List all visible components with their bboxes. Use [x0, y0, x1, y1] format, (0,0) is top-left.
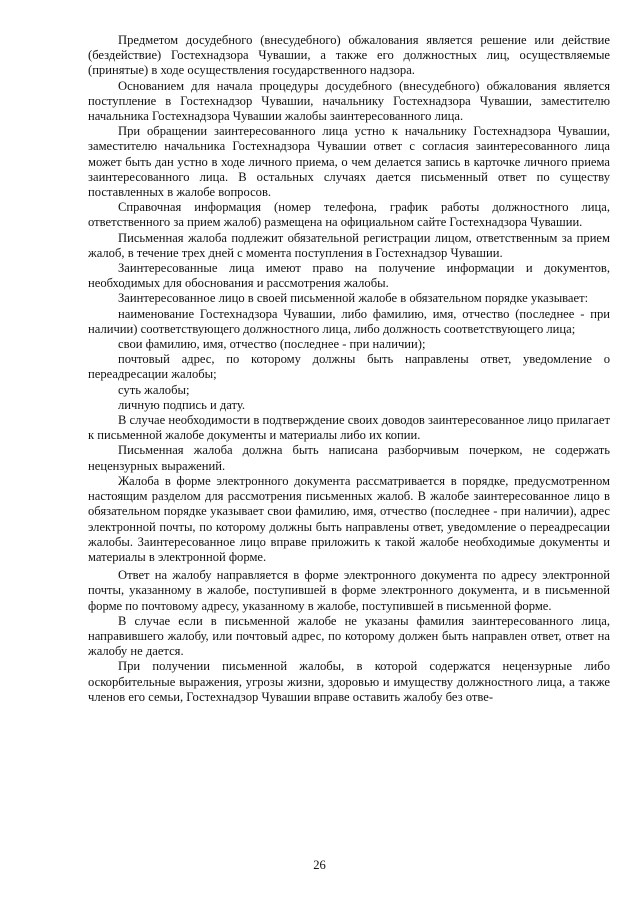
list-item: суть жалобы;: [118, 382, 190, 397]
paragraph: Заинтересованные лица имеют право на получение информации и документов, необходимых для обоснования и рассмотрения жалобы.: [88, 261, 610, 291]
paragraph: Заинтересованное лицо в своей письменной жалобе в обязательном порядке указывает:: [118, 291, 589, 306]
paragraph: В случае необходимости в подтверждение своих доводов заинтересованное лицо прилагает к письменной жалобе документы и материалы либо их копии.: [88, 413, 610, 443]
page-number: 26: [313, 858, 326, 872]
list-item: почтовый адрес, по которому должны быть направлены ответ, уведомление о переадресации жалобы;: [88, 352, 610, 382]
paragraph: Жалоба в форме электронного документа рассматривается в порядке, предусмотренном настоящим разделом для рассмотрения письменных жалоб. В жалобе заинтересованное лицо в обязательном порядке указывает свои фамилию, имя, отчество (последнее - при наличии), адрес электронной почты, по которому должны быть направлены ответ, уведомление о переадресации жалобы. Заинтересованное лицо вправе приложить к такой жалобе необходимые документы и материалы в электронной форме.: [88, 473, 610, 564]
paragraph: Основанием для начала процедуры досудебного (внесудебного) обжалования является поступление в Гостехнадзор Чувашии, начальнику Гостехнадзора Чувашии, заместителю начальника Гостехнадзора Чувашии жалобы заинтересованного лица.: [88, 78, 610, 124]
document-body: [88, 33, 610, 705]
list-item: свои фамилию, имя, отчество (последнее - при наличии);: [118, 337, 426, 352]
paragraph: Справочная информация (номер телефона, график работы должностного лица, ответственного за прием жалоб) размещена на официальном сайте Гостехнадзора Чувашии.: [88, 200, 610, 230]
paragraph: При обращении заинтересованного лица устно к начальнику Гостехнадзора Чувашии, заместителю начальника Гостехнадзора Чувашии ответ с согласия заинтересованного лица может быть дан устно в ходе личного приема, о чем делается запись в карточке личного приема заинтересованного лица. В остальных случаях дается письменный ответ по существу поставленных в жалобе вопросов.: [88, 124, 610, 200]
paragraph: Письменная жалоба подлежит обязательной регистрации лицом, ответственным за прием жалоб, в течение трех дней с момента поступления в Гостехнадзор Чувашии.: [88, 230, 610, 260]
list-item: наименование Гостехнадзора Чувашии, либо фамилию, имя, отчество (последнее - при наличии) соответствующего должностного лица, либо должность соответствующего лица;: [88, 306, 610, 336]
paragraph: Ответ на жалобу направляется в форме электронного документа по адресу электронной почты, указанному в жалобе, поступившей в форме электронного документа, и в письменной форме по почтовому адресу, указанному в жалобе, поступившей в письменной форме.: [88, 568, 610, 613]
list-item: личную подпись и дату.: [118, 397, 246, 412]
paragraph: В случае если в письменной жалобе не указаны фамилия заинтересованного лица, направившего жалобу, или почтовый адрес, по которому должен быть направлен ответ, ответ на жалобу не дается.: [88, 613, 610, 659]
paragraph: Письменная жалоба должна быть написана разборчивым почерком, не содержать нецензурных выражений.: [88, 443, 610, 473]
paragraph: При получении письменной жалобы, в которой содержатся нецензурные либо оскорбительные выражения, угрозы жизни, здоровью и имуществу должностного лица, а также членов его семьи, Гостехнадзор Чувашии вправе оставить жалобу без отве-: [88, 659, 610, 704]
paragraph: Предметом досудебного (внесудебного) обжалования является решение или действие (бездействие) Гостехнадзора Чувашии, а также его должностных лиц, осуществляемые (принятые) в ходе осуществления государственного надзора.: [88, 33, 610, 78]
